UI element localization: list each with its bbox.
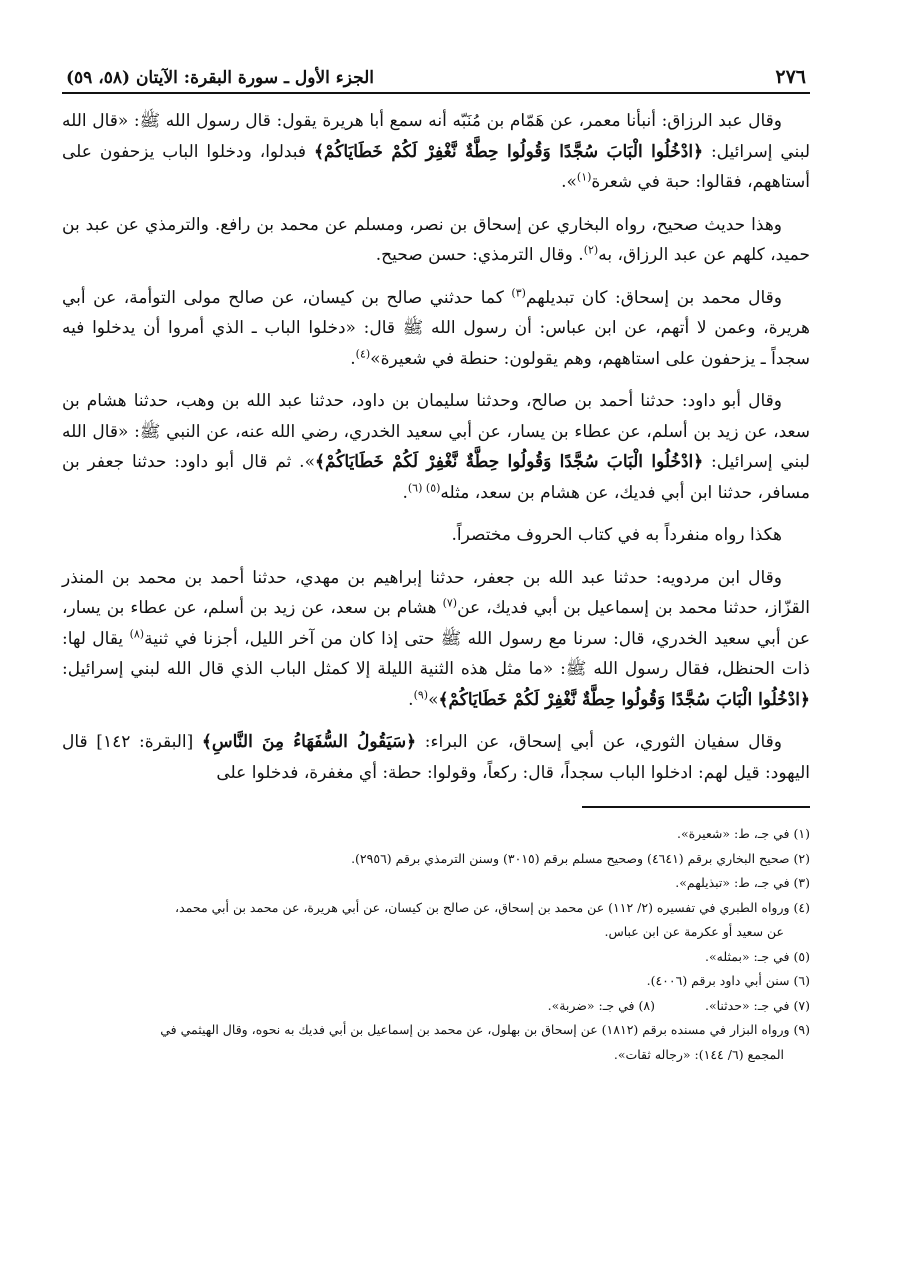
header-title: الجزء الأول ـ سورة البقرة: الآيتان (٥٨، ٥٩): [66, 68, 375, 88]
footnote-4-continued: عن سعيد أو عكرمة عن ابن عباس.: [604, 924, 784, 939]
footnote-7-8: [62, 994, 810, 1019]
quran-verse: ﴿سَيَقُولُ السُّفَهَاءُ مِنَ النَّاسِ﴾: [201, 732, 417, 752]
footnote-9: (٩) ورواه البزار في مسنده برقم (١٨١٢) عن إسحاق بن بهلول، عن محمد بن إسماعيل بن أبي فديك به نحوه، وقال الهيثمي في: [160, 1022, 810, 1037]
text-run: .: [402, 482, 408, 503]
text-run: هكذا رواه منفرداً به في كتاب الحروف مختصراً.: [451, 525, 782, 545]
text-run: ».: [561, 172, 577, 192]
text-run: وقال محمد بن إسحاق: كان تبديلهم: [525, 287, 783, 308]
paragraph: [62, 563, 810, 716]
footnote-separator: [582, 806, 810, 808]
footnote-ref: (٨): [129, 626, 145, 640]
footnote-4: (٤) ورواه الطبري في تفسيره (٢/ ١١٢) عن محمد بن إسحاق، عن صالح بن كيسان، عن أبي هريرة، عن محمد بن أبي محمد،: [175, 899, 810, 915]
text-run: وقال سفيان الثوري، عن أبي إسحاق، عن البراء:: [416, 732, 782, 752]
footnote-ref: (٣): [511, 285, 526, 299]
footnote-ref: (٩): [413, 687, 429, 701]
text-run: وقال عبد الرزاق: أنبأنا معمر، عن هَمّام بن مُنَبّه أنه سمع أبا هريرة يقول: قال رسول الله ﷺ: «قال الله لبني إسرائيل:: [62, 111, 810, 162]
main-text: [62, 106, 810, 788]
text-run: [البقرة: ١٤٢] قال اليهود: قيل لهم: ادخلوا الباب سجداً، قال: ركعاً، وقولوا: حطة: أي مغفرة، فدخلوا على: [62, 732, 810, 783]
footnote-ref: (٥) (٦): [407, 480, 441, 494]
text-run: وهذا حديث صحيح، رواه البخاري عن إسحاق بن نصر، ومسلم عن محمد بن رافع. والترمذي عن عبد بن حميد، كلهم عن عبد الرزاق، به: [62, 214, 810, 265]
page: [62, 66, 810, 1067]
footnote-ref: (٢): [583, 243, 599, 257]
text-run: فبدلوا، ودخلوا الباب يزحفون على أستاههم، فقالوا: حبة في شعرة: [62, 141, 810, 192]
quran-verse: ﴿ادْخُلُوا الْبَابَ سُجَّدًا وَقُولُوا حِطَّةٌ نَّغْفِرْ لَكُمْ خَطَايَاكُمْ﴾: [438, 689, 810, 710]
footnote-ref: (٤): [355, 346, 371, 360]
text-run: وقال ابن مردويه: حدثنا عبد الله بن جعفر، حدثنا إبراهيم بن مهدي، حدثنا أحمد بن محمد بن المنذر القزّاز، حدثنا محمد بن إسماعيل بن أبي فديك، عن: [62, 567, 811, 618]
paragraph: [62, 520, 810, 551]
footnote-8: (٨) في جـ: «ضربة».: [547, 997, 655, 1013]
footnote-2: (٢) صحيح البخاري برقم (٤٦٤١) وصحيح مسلم برقم (٣٠١٥) وسنن الترمذي برقم (٢٩٥٦).: [351, 850, 810, 866]
text-run: .: [350, 348, 356, 369]
text-run: .: [408, 689, 414, 710]
paragraph: [62, 727, 810, 788]
quran-verse: ﴿ادْخُلُوا الْبَابَ سُجَّدًا وَقُولُوا حِطَّةٌ نَّغْفِرْ لَكُمْ خَطَايَاكُمْ﴾: [314, 452, 704, 472]
text-run: »: [428, 689, 439, 710]
paragraph: [62, 210, 810, 271]
footnote-5: (٥) في جـ: «بمثله».: [705, 948, 810, 964]
footnote-9-continued: المجمع (٦/ ١٤٤): «رجاله ثقات».: [613, 1046, 784, 1062]
footnote-6: (٦) سنن أبي داود برقم (٤٠٠٦).: [646, 973, 810, 988]
paragraph: [62, 106, 810, 198]
quran-verse: ﴿ادْخُلُوا الْبَابَ سُجَّدًا وَقُولُوا حِطَّةٌ نَّغْفِرْ لَكُمْ خَطَايَاكُمْ﴾: [313, 141, 704, 162]
text-run: كما حدثني صالح بن كيسان، عن صالح مولى التوأمة، عن أبي هريرة، وعمن لا أتهم، عن ابن عباس: أن رسول الله ﷺ قال: «دخلوا الباب ـ الذي أمروا أن يدخلوا فيه سجداً ـ يزحفون على استاههم، وهم يقولون: حنطة في شعيرة»: [62, 287, 810, 369]
footnote-ref: (١): [576, 170, 592, 184]
footnote-1: (١) في جـ، ط: «شعيرة».: [677, 826, 810, 841]
text-run: . وقال الترمذي: حسن صحيح.: [375, 245, 584, 265]
paragraph: [62, 386, 810, 508]
text-run: وقال أبو داود: حدثنا أحمد بن صالح، وحدثنا سليمان بن داود، حدثنا عبد الله بن وهب، حدثنا هشام بن سعد، عن زيد بن أسلم، عن عطاء بن يسار، عن أبي سعيد الخدري، رضي الله عنه، عن النبي ﷺ: «قال الله لبني إسرائيل:: [62, 391, 810, 472]
text-run: يقال لها: ذات الحنظل، فقال رسول الله ﷺ: «ما مثل هذه الثنية الليلة إلا كمثل الباب الذي قال الله لبني إسرائيل:: [62, 628, 811, 679]
footnotes: [62, 822, 810, 1067]
text-run: هشام بن سعد، عن زيد بن أسلم، عن عطاء بن يسار، عن أبي سعيد الخدري، قال: سرنا مع رسول الله ﷺ حتى إذا كان من آخر الليل، أجزنا في ثنية: [62, 598, 811, 649]
footnote-ref: (٧): [442, 596, 458, 610]
running-header: [62, 66, 810, 94]
paragraph: [62, 283, 810, 375]
text-run: ». ثم قال أبو داود: حدثنا جعفر بن مسافر، حدثنا ابن أبي فديك، عن هشام بن سعد، مثله: [62, 452, 810, 503]
footnote-3: (٣) في جـ، ط: «تبذيلهم».: [675, 875, 810, 890]
page-number: ٢٧٦: [775, 66, 806, 88]
footnote-7: (٧) في جـ: «حدثنا».: [704, 997, 810, 1013]
